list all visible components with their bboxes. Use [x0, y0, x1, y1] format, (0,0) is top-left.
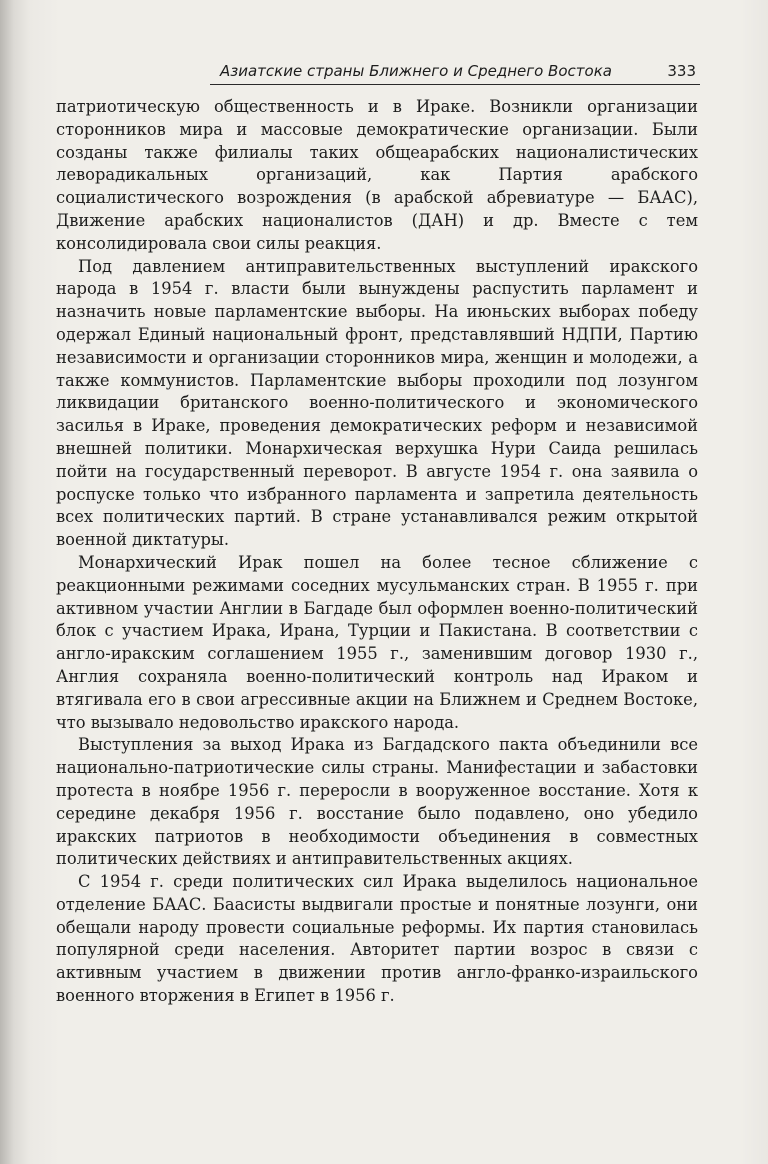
paragraph: Под давлением антиправительственных выступлений иракского народа в 1954 г. власти были вынуждены распустить парламент и назначить новые парламентские выборы. На июньских выборах победу одержал Единый национальный фронт, представлявший НДПИ, Партию независимости и организации сторонников мира, женщин и молодежи, а также коммунистов. Парламентские выборы проходили под лозунгом ликвидации британского военно-политического и экономического засилья в Ираке, проведения демократических реформ и независимой внешней политики. Монархическая верхушка Нури Саида решилась пойти на государственный переворот. В августе 1954 г. она заявила о роспуске только что избранного парламента и запретила деятельность всех политических партий. В стране устанавливался режим открытой военной диктатуры.: [56, 256, 698, 550]
running-title: Азиатские страны Ближнего и Среднего Востока: [220, 62, 612, 80]
paragraph: Выступления за выход Ирака из Багдадского пакта объединили все национально-патриотические силы страны. Манифестации и забастовки протеста в ноябре 1956 г. переросли в вооруженное восстание. Хотя к середине декабря 1956 г. восстание было подавлено, оно убедило иракских патриотов в необходимости объединения в совместных политических действиях и антиправительственных акциях.: [56, 735, 698, 869]
paragraph-continued: патриотическую общественность и в Ираке. Возникли организации сторонников мира и массовые демократические организации. Были созданы также филиалы таких общеарабских националистических леворадикальных организаций, как Партия арабского социалистического возрождения (в арабской абревиатуре — БААС), Движение арабских националистов (ДАН) и др. Вместе с тем консолидировала свои силы реакция.: [56, 97, 698, 253]
running-header: [210, 60, 700, 85]
paragraph: Монархический Ирак пошел на более тесное сближение с реакционными режимами соседних мусульманских стран. В 1955 г. при активном участии Англии в Багдаде был оформлен военно-политический блок с участием Ирака, Ирана, Турции и Пакистана. В соответствии с англо-иракским соглашением 1955 г., заменившим договор 1930 г., Англия сохраняла военно-политический контроль над Ираком и втягивала его в свои агрессивные акции на Ближнем и Среднем Востоке, что вызывало недовольство иракского народа.: [56, 552, 698, 732]
page-number: 333: [667, 62, 696, 80]
paragraph: С 1954 г. среди политических сил Ирака выделилось национальное отделение БААС. Баасисты выдвигали простые и понятные лозунги, они обещали народу провести социальные реформы. Их партия становилась популярной среди населения. Авторитет партии возрос в связи с активным участием в движении против англо-франко-израильского военного вторжения в Египет в 1956 г.: [56, 872, 698, 1006]
body-text: [56, 96, 698, 1008]
